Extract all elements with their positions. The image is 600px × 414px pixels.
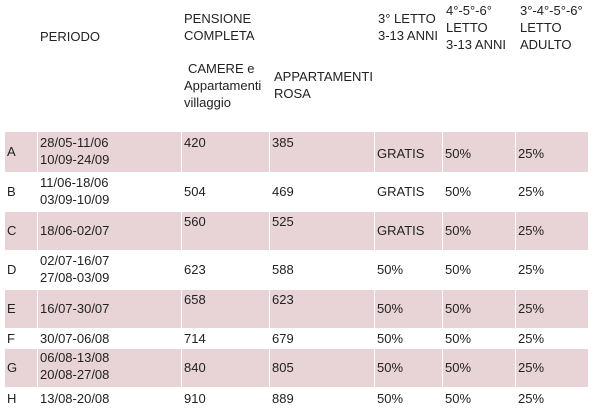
- row-period-1: 02/07-16/07: [40, 253, 110, 268]
- row-letto-adulto: 25%: [518, 331, 545, 346]
- row-price-camere: 420: [184, 135, 206, 150]
- table-row-f: [5, 329, 588, 348]
- row-price-camere: 910: [184, 391, 206, 406]
- column-divider: [37, 132, 38, 408]
- header-pensione-line2: COMPLETA: [184, 28, 255, 43]
- row-period-2: 03/09-10/09: [40, 192, 110, 207]
- row-terzo-letto: GRATIS: [377, 146, 425, 161]
- row-period-2: 20/08-27/08: [40, 367, 110, 382]
- row-code: G: [7, 360, 18, 375]
- header-appartamenti-line2: ROSA: [274, 86, 311, 101]
- row-code: E: [7, 301, 16, 316]
- row-code: B: [7, 184, 16, 199]
- row-period-1: 28/05-11/06: [40, 135, 109, 150]
- row-code: D: [7, 262, 17, 277]
- row-price-rosa: 623: [272, 292, 294, 307]
- header-camere: [184, 60, 261, 111]
- row-price-rosa: 469: [272, 184, 294, 199]
- header-terzo-letto: [378, 10, 438, 44]
- row-period-1: 30/07-06/08: [40, 331, 110, 346]
- header-terzo-line2: 3-13 ANNI: [378, 28, 438, 43]
- row-terzo-letto: GRATIS: [377, 184, 425, 199]
- row-period-2: 27/08-03/09: [40, 270, 110, 285]
- row-price-rosa: 385: [272, 135, 294, 150]
- column-divider: [374, 132, 375, 408]
- header-camere-line3: villaggio: [184, 95, 231, 110]
- header-quarto-line1: 4°-5°-6°: [446, 3, 492, 18]
- row-period-1: 11/06-18/06: [40, 175, 109, 190]
- row-price-camere: 623: [184, 262, 206, 277]
- table-row-c: [5, 212, 588, 250]
- row-price-camere: 658: [184, 292, 206, 307]
- header-quarto-letto: [446, 2, 506, 53]
- column-divider: [515, 132, 516, 408]
- row-price-camere: 714: [184, 331, 206, 346]
- row-terzo-letto: GRATIS: [377, 223, 425, 238]
- row-price-rosa: 805: [272, 360, 294, 375]
- row-terzo-letto: 50%: [377, 301, 404, 316]
- row-letto-adulto: 25%: [518, 262, 545, 277]
- column-divider: [442, 132, 443, 408]
- row-price-rosa: 889: [272, 391, 294, 406]
- table-row-d: [5, 251, 588, 289]
- row-terzo-letto: 50%: [377, 360, 404, 375]
- header-camere-line2: Appartamenti: [184, 78, 262, 93]
- header-pensione: [184, 10, 255, 44]
- row-quarto-letto: 50%: [445, 331, 472, 346]
- column-divider: [181, 132, 182, 408]
- row-quarto-letto: 50%: [445, 262, 472, 277]
- row-quarto-letto: 50%: [445, 301, 472, 316]
- row-price-camere: 504: [184, 184, 206, 199]
- header-camere-line1: CAMERE e: [188, 61, 255, 76]
- row-period-1: 06/08-13/08: [40, 350, 110, 365]
- row-quarto-letto: 50%: [445, 184, 472, 199]
- row-price-camere: 560: [184, 214, 206, 229]
- table-row-g: [5, 349, 588, 387]
- header-letto-adulto: [520, 2, 583, 53]
- row-period-1: 13/08-20/08: [40, 391, 110, 406]
- header-periodo: PERIODO: [40, 29, 100, 44]
- row-price-rosa: 679: [272, 331, 294, 346]
- row-price-rosa: 588: [272, 262, 294, 277]
- row-letto-adulto: 25%: [518, 146, 545, 161]
- header-pensione-line1: PENSIONE: [184, 11, 252, 26]
- header-terzo-line1: 3° LETTO: [378, 11, 436, 26]
- header-adulto-line3: ADULTO: [520, 37, 572, 52]
- table-row-b: [5, 173, 588, 211]
- header-adulto-line1: 3°-4°-5°-6°: [520, 3, 583, 18]
- row-terzo-letto: 50%: [377, 331, 404, 346]
- header-adulto-line2: LETTO: [520, 20, 562, 35]
- header-appartamenti-rosa: [274, 68, 373, 102]
- table-row-h: [5, 388, 588, 408]
- row-period-2: 10/09-24/09: [40, 152, 110, 167]
- table-row-e: [5, 290, 588, 328]
- row-quarto-letto: 50%: [445, 223, 472, 238]
- row-letto-adulto: 25%: [518, 184, 545, 199]
- row-terzo-letto: 50%: [377, 391, 404, 406]
- row-price-camere: 840: [184, 360, 206, 375]
- row-letto-adulto: 25%: [518, 223, 545, 238]
- header-quarto-line3: 3-13 ANNI: [446, 37, 506, 52]
- row-period-1: 18/06-02/07: [40, 223, 110, 238]
- row-code: A: [7, 144, 16, 159]
- row-letto-adulto: 25%: [518, 301, 545, 316]
- row-period-1: 16/07-30/07: [40, 301, 110, 316]
- row-price-rosa: 525: [272, 214, 294, 229]
- row-code: H: [7, 391, 17, 406]
- row-code: C: [7, 223, 17, 238]
- row-letto-adulto: 25%: [518, 391, 545, 406]
- row-letto-adulto: 25%: [518, 360, 545, 375]
- row-terzo-letto: 50%: [377, 262, 404, 277]
- header-quarto-line2: LETTO: [446, 20, 488, 35]
- row-quarto-letto: 50%: [445, 146, 472, 161]
- header-appartamenti-line1: APPARTAMENTI: [274, 69, 373, 84]
- column-divider: [269, 132, 270, 408]
- row-code: F: [7, 331, 15, 346]
- table-row-a: [5, 132, 588, 172]
- row-quarto-letto: 50%: [445, 391, 472, 406]
- row-quarto-letto: 50%: [445, 360, 472, 375]
